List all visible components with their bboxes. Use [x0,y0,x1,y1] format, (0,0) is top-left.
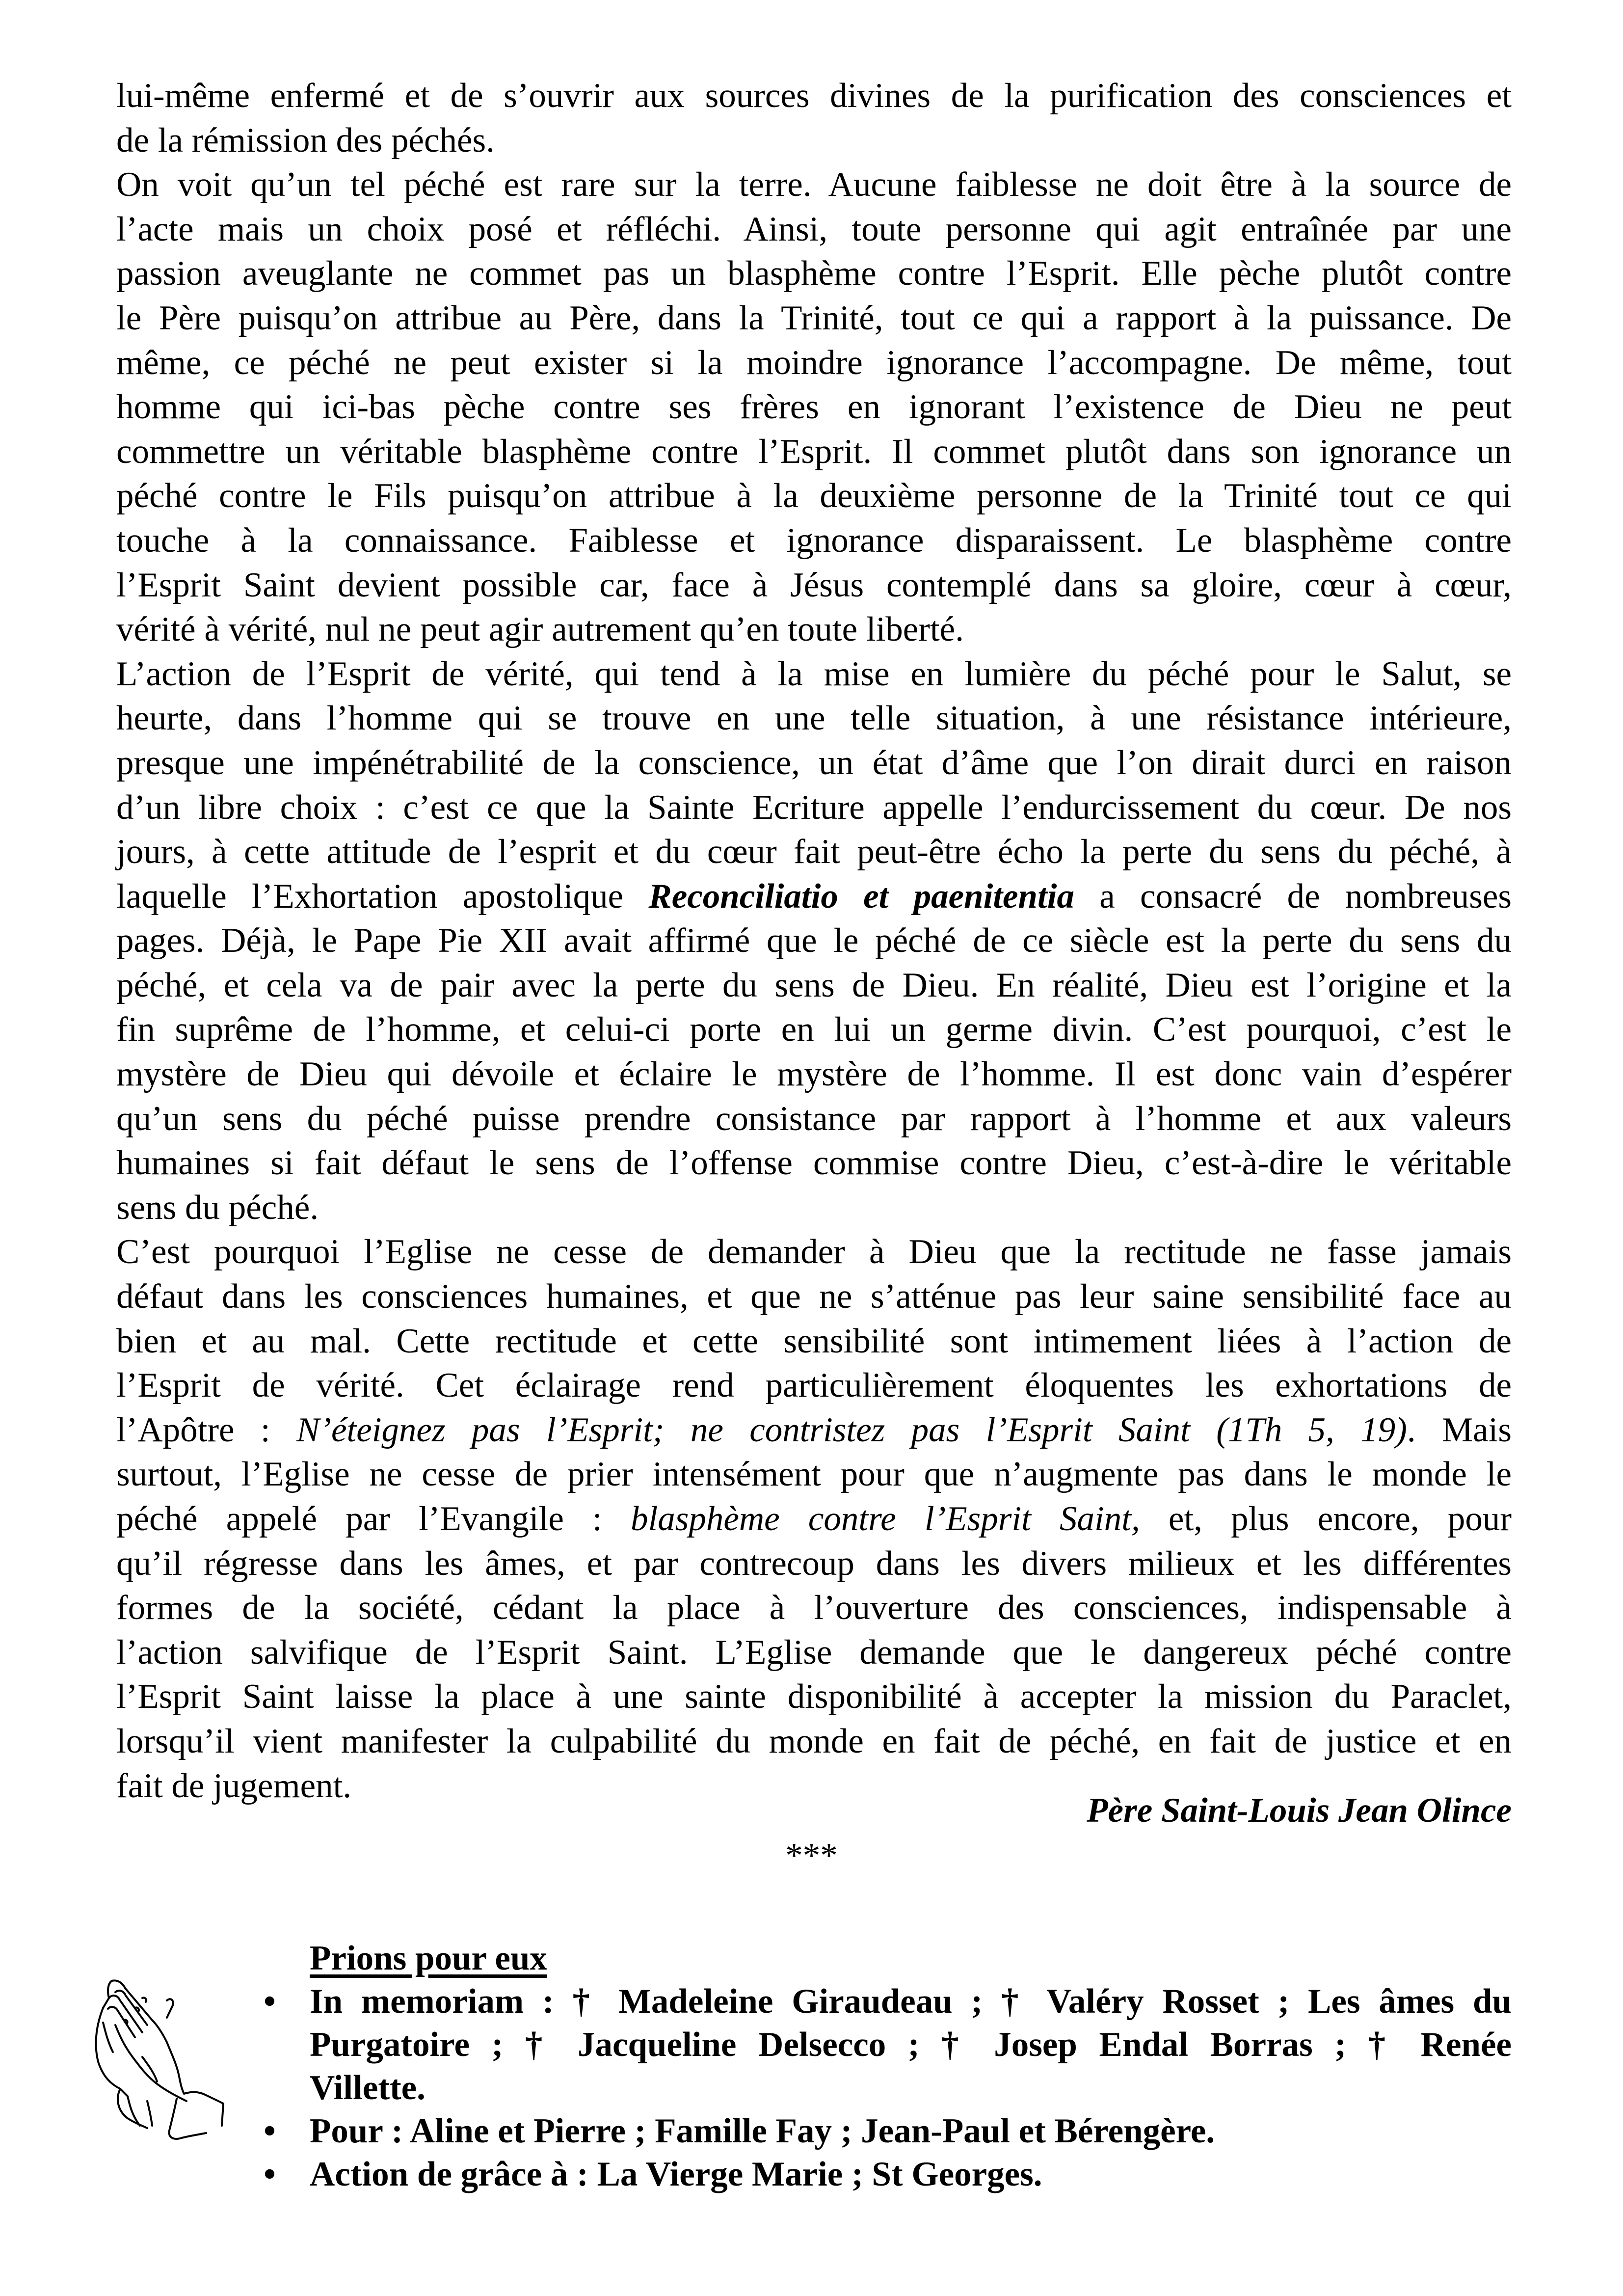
text-segment: qu’un sens du péché puisse prendre consistance par rapport à l’homme et aux valeurs [116,1099,1512,1138]
article-line [116,696,1512,741]
bullet-icon: • [264,2155,276,2193]
article-line [116,296,1512,341]
section-separator: *** [785,1837,838,1875]
text-segment: péché, et cela va de pair avec la perte du sens de Dieu. En réalité, Dieu est l’origine et la [116,966,1512,1004]
article-line [116,518,1512,563]
prayer-section [264,1937,1512,2196]
text-segment: C’est pourquoi l’Eglise ne cesse de demander à Dieu que la rectitude ne fasse jamais [116,1233,1512,1271]
article-line [116,1675,1512,1719]
article-line [116,162,1512,207]
text-segment: mystère de Dieu qui dévoile et éclaire le mystère de l’homme. Il est donc vain d’espérer [116,1055,1512,1094]
scripture-quote: N’éteignez pas l’Esprit; ne contristez pas l’Esprit Saint (1Th 5, 19) [296,1410,1407,1449]
text-segment: lui-même enfermé et de s’ouvrir aux sources divines de la purification des consciences et [116,77,1512,115]
text-segment: formes de la société, cédant la place à l’ouverture des consciences, indispensable à [116,1589,1512,1627]
text-segment: humaines si fait défaut le sens de l’offense commise contre Dieu, c’est-à-dire le véritable [116,1144,1512,1183]
text-segment: lorsqu’il vient manifester la culpabilité du monde en fait de péché, en fait de justice et en [116,1722,1512,1760]
article-line [116,1452,1512,1497]
prayer-item-text: Villette. [310,2069,426,2107]
prayer-item-text: Purgatoire ; † Jacqueline Delsecco ; † Josep Endal Borras ; † Renée [310,2026,1512,2064]
article-line [116,1408,1512,1453]
text-segment: l’Esprit de vérité. Cet éclairage rend particulièrement éloquentes les exhortations de [116,1366,1512,1405]
text-segment: heurte, dans l’homme qui se trouve en une telle situation, à une résistance intérieure, [116,699,1512,738]
bullet-icon: • [264,2112,276,2150]
article-line [116,1541,1512,1586]
text-segment: et, plus encore, pour [1140,1500,1512,1538]
text-segment: L’action de l’Esprit de vérité, qui tend à la mise en lumière du péché pour le Salut, se [116,654,1512,693]
scripture-quote: blasphème contre l’Esprit Saint, [631,1500,1140,1538]
article-line [116,830,1512,874]
article-line [116,563,1512,608]
article-line [116,1719,1512,1764]
article-line [116,1319,1512,1364]
text-segment: pages. Déjà, le Pape Pie XII avait affirmé que le péché de ce siècle est la perte du sens du [116,921,1512,960]
article-line [116,1141,1512,1186]
article-line [116,785,1512,830]
article-line [116,652,1512,697]
article-line [116,118,1512,163]
article-line [116,430,1512,474]
prayer-list-item [264,1980,1512,2109]
prayer-item-text: In memoriam : † Madeleine Giraudeau ; † Valéry Rosset ; Les âmes du [310,1982,1512,2021]
text-segment: l’Apôtre : [116,1410,296,1449]
text-segment: . Mais [1407,1410,1512,1449]
article-line [116,1497,1512,1541]
article-line [116,207,1512,252]
article-line [116,1186,1512,1230]
text-segment: l’Esprit Saint laisse la place à une sainte disponibilité à accepter la mission du Paraclet, [116,1677,1512,1716]
prayer-list-item [264,2153,1512,2196]
text-segment: On voit qu’un tel péché est rare sur la terre. Aucune faiblesse ne doit être à la source de [116,165,1512,204]
text-segment: passion aveuglante ne commet pas un blasphème contre l’Esprit. Elle pèche plutôt contre [116,254,1512,293]
prayer-list [264,1980,1512,2196]
article-line [116,1363,1512,1408]
article-line [116,74,1512,118]
text-segment: homme qui ici-bas pèche contre ses frères en ignorant l’existence de Dieu ne peut [116,388,1512,427]
article-line [116,918,1512,963]
text-segment: même, ce péché ne peut exister si la moindre ignorance l’accompagne. De même, tout [116,343,1512,382]
text-segment: le Père puisqu’on attribue au Père, dans la Trinité, tout ce qui a rapport à la puissance. De [116,298,1512,337]
article-body [116,74,1512,1808]
text-segment: l’action salvifique de l’Esprit Saint. L’Eglise demande que le dangereux péché contre [116,1633,1512,1672]
text-segment: surtout, l’Eglise ne cesse de prier intensément pour que n’augmente pas dans le monde le [116,1455,1512,1494]
prayer-list-item [264,2109,1512,2153]
article-line [116,474,1512,518]
article-line [116,741,1512,785]
text-segment: presque une impénétrabilité de la conscience, un état d’âme que l’on dirait durci en raison [116,743,1512,782]
text-segment: de la rémission des péchés. [116,121,495,160]
text-segment: péché contre le Fils puisqu’on attribue à la deuxième personne de la Trinité tout ce qui [116,477,1512,515]
article-line [116,1586,1512,1630]
article-line [116,1052,1512,1097]
text-segment: fin suprême de l’homme, et celui-ci porte en lui un germe divin. C’est pourquoi, c’est le [116,1010,1512,1049]
text-segment: défaut dans les consciences humaines, et que ne s’atténue pas leur saine sensibilité face au [116,1277,1512,1316]
article-line [116,1097,1512,1141]
article-line [116,1630,1512,1675]
prayer-item-text: Action de grâce à : La Vierge Marie ; St Georges. [310,2155,1042,2193]
text-segment: commettre un véritable blasphème contre l’Esprit. Il commet plutôt dans son ignorance un [116,432,1512,471]
article-line [116,251,1512,296]
bullet-icon: • [264,1982,276,2021]
text-segment: l’acte mais un choix posé et réfléchi. Ainsi, toute personne qui agit entraînée par une [116,210,1512,248]
author-signature: Père Saint-Louis Jean Olince [1087,1791,1512,1830]
text-segment: d’un libre choix : c’est ce que la Sainte Ecriture appelle l’endurcissement du cœur. De nos [116,788,1512,827]
praying-hands-icon [93,1978,231,2150]
prayer-item-text: Pour : Aline et Pierre ; Famille Fay ; Jean-Paul et Bérengère. [310,2112,1215,2150]
article-line [116,1007,1512,1052]
text-segment: a consacré de nombreuses [1074,877,1512,916]
article-line [116,341,1512,385]
text-segment: sens du péché. [116,1188,319,1227]
article-line [116,1230,1512,1274]
text-segment: laquelle l’Exhortation apostolique [116,877,649,916]
article-line [116,385,1512,430]
text-segment: qu’il régresse dans les âmes, et par contrecoup dans les divers milieux et les différentes [116,1544,1512,1583]
prayer-section-title: Prions pour eux [310,1939,547,1977]
text-segment: péché appelé par l’Evangile : [116,1500,631,1538]
text-segment: vérité à vérité, nul ne peut agir autrement qu’en toute liberté. [116,610,964,649]
article-line [116,963,1512,1008]
document-title-reference: Reconciliatio et paenitentia [648,877,1074,916]
article-line [116,1274,1512,1319]
text-segment: touche à la connaissance. Faiblesse et ignorance disparaissent. Le blasphème contre [116,521,1512,560]
text-segment: l’Esprit Saint devient possible car, face à Jésus contemplé dans sa gloire, cœur à cœur, [116,566,1512,604]
article-line [116,607,1512,652]
text-segment: jours, à cette attitude de l’esprit et du cœur fait peut-être écho la perte du sens du péché, à [116,833,1512,871]
article-line [116,874,1512,919]
text-segment: bien et au mal. Cette rectitude et cette sensibilité sont intimement liées à l’action de [116,1322,1512,1360]
text-segment: fait de jugement. [116,1766,352,1805]
